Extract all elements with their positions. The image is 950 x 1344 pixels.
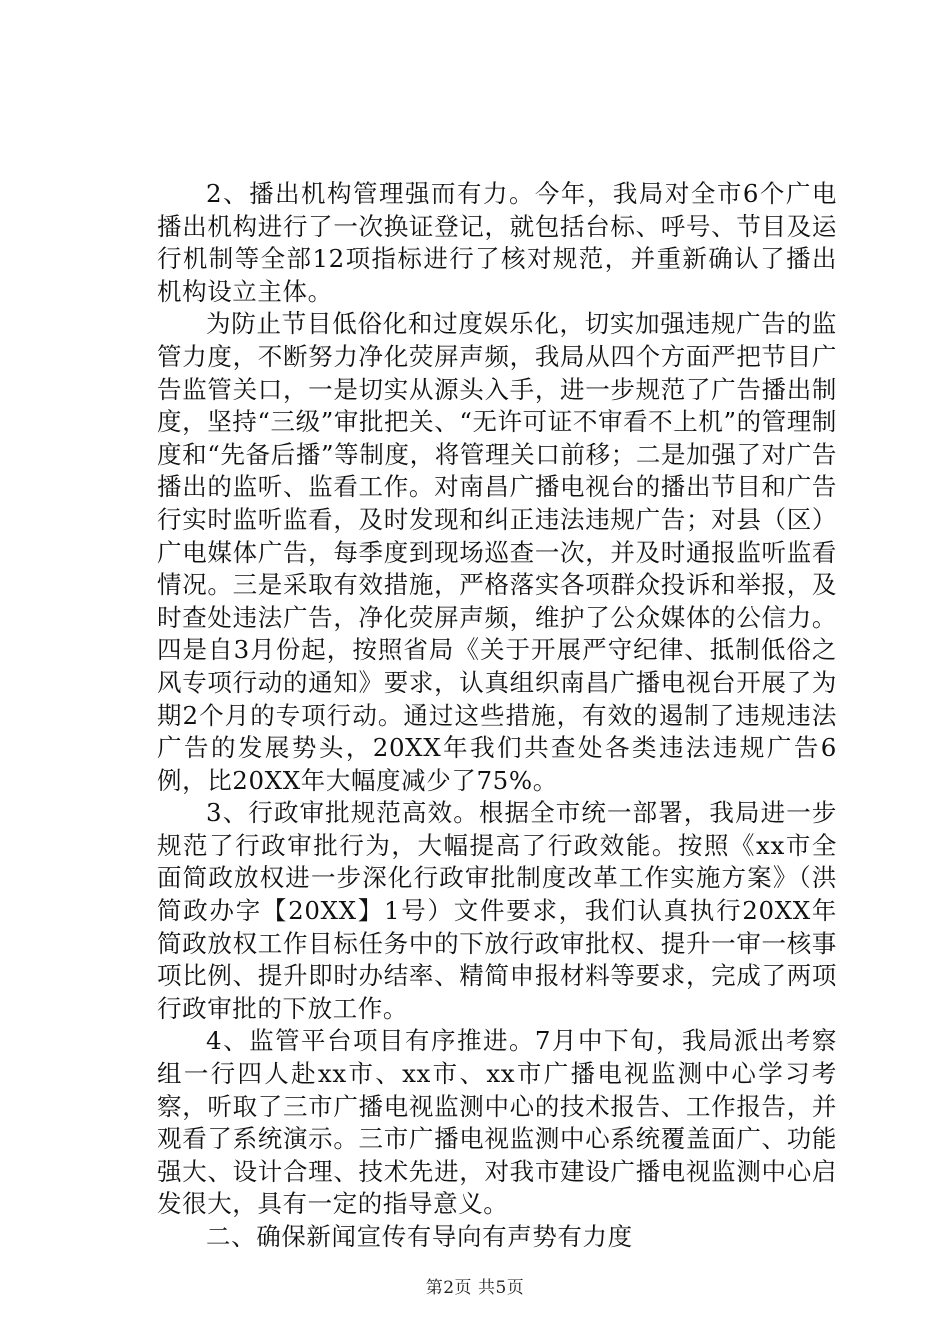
paragraph-administrative-approval: 3、行政审批规范高效。根据全市统一部署，我局进一步规范了行政审批行为，大幅提高了行政效能。按照《xx市全面简政放权进一步深化行政审批制度改革工作实施方案》（洪简政办字【20XX】1号）文件要求，我们认真执行20XX年简政放权工作目标任务中的下放行政审批权、提升一审一核事项比例、提升即时办结率、精简申报材料等要求，完成了两项行政审批的下放工作。 [157,798,837,1023]
document-body [157,178,837,1254]
paragraph-advertising-supervision: 为防止节目低俗化和过度娱乐化，切实加强违规广告的监管力度，不断努力净化荧屏声频，我局从四个方面严把节目广告监管关口，一是切实从源头入手，进一步规范了广告播出制度，坚持“三级”审批把关、“无许可证不审看不上机”的管理制度和“先备后播”等制度，将管理关口前移；二是加强了对广告播出的监听、监看工作。对南昌广播电视台的播出节目和广告行实时监听监看，及时发现和纠正违法违规广告；对县（区）广电媒体广告，每季度到现场巡查一次，并及时通报监听监看情况。三是采取有效措施，严格落实各项群众投诉和举报，及时查处违法广告，净化荧屏声频，维护了公众媒体的公信力。四是自3月份起，按照省局《关于开展严守纪律、抵制低俗之风专项行动的通知》要求，认真组织南昌广播电视台开展了为期2个月的专项行动。通过这些措施，有效的遏制了违规违法广告的发展势头，20XX年我们共查处各类违法违规广告6例，比20XX年大幅度减少了75%。 [157,309,837,795]
paragraph-broadcast-management: 2、播出机构管理强而有力。今年，我局对全市6个广电播出机构进行了一次换证登记，就包括台标、呼号、节目及运行机制等全部12项指标进行了核对规范，并重新确认了播出机构设立主体。 [157,179,837,306]
section-heading-news-publicity: 二、确保新闻宣传有导向有声势有力度 [206,1222,633,1251]
page-number-footer: 第2页 共5页 [425,1278,525,1298]
paragraph-monitoring-platform: 4、监管平台项目有序推进。7月中下旬，我局派出考察组一行四人赴xx市、xx市、xx市广播电视监测中心学习考察，听取了三市广播电视监测中心的技术报告、工作报告，并观看了系统演示。三市广播电视监测中心系统覆盖面广、功能强大、设计合理、技术先进，对我市建设广播电视监测中心启发很大，具有一定的指导意义。 [157,1026,837,1219]
